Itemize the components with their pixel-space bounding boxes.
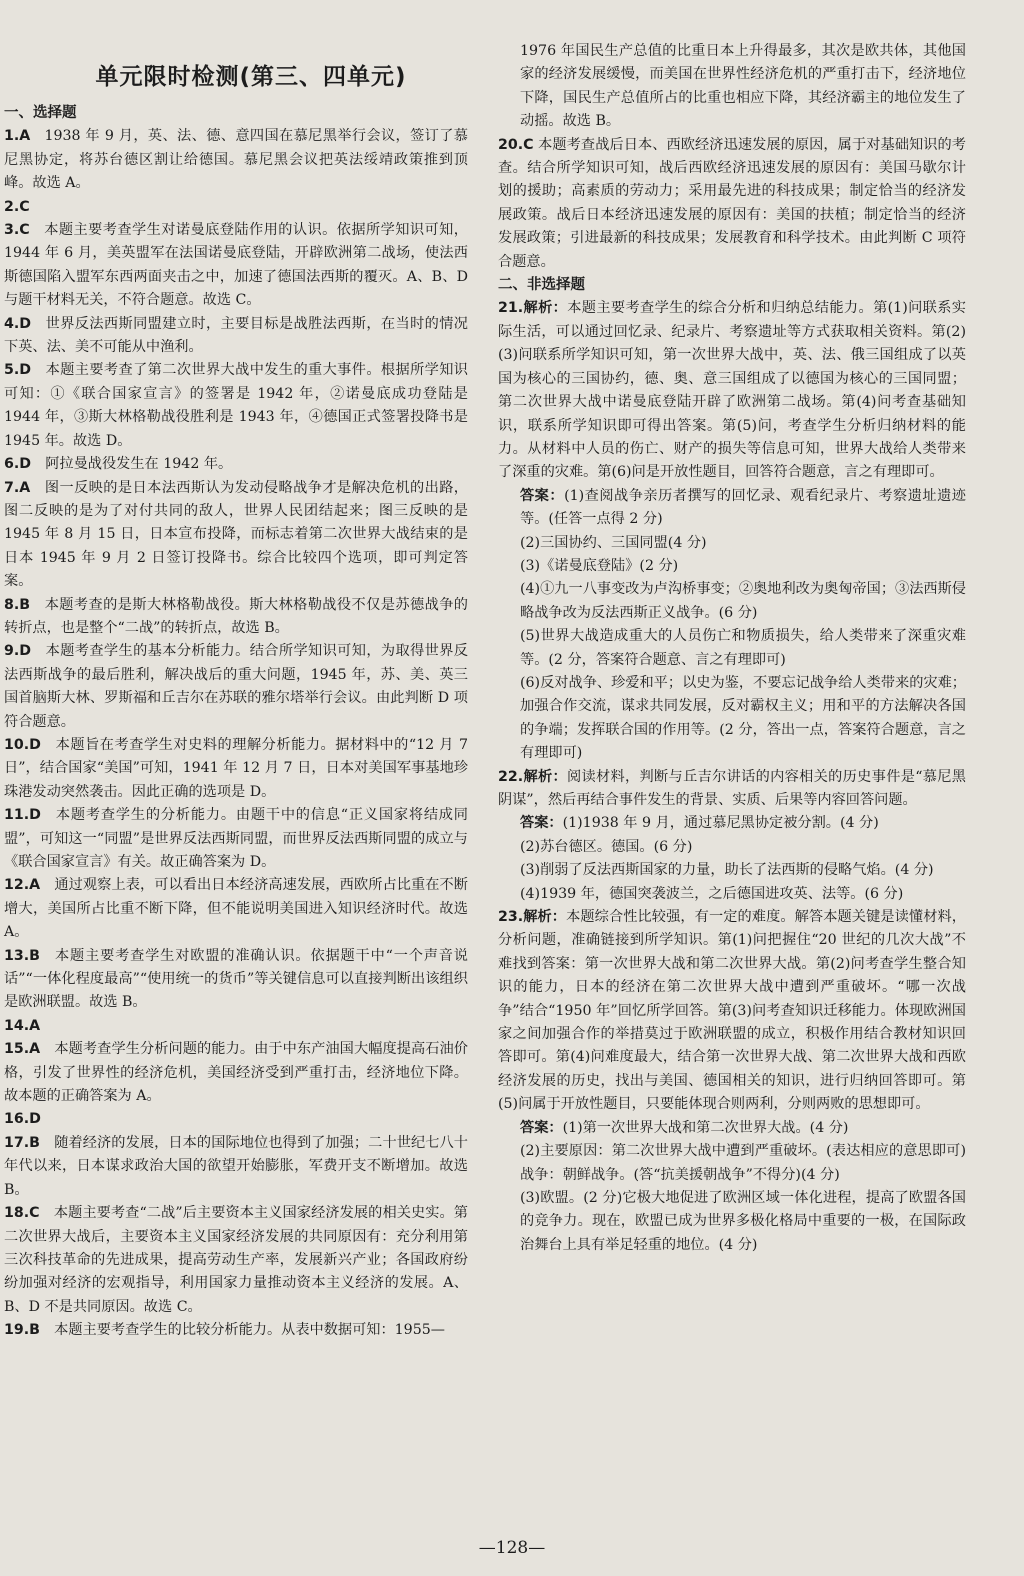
answer-item <box>4 804 468 874</box>
answer-item-20 <box>498 134 966 274</box>
answer-explanation: 本题考查战后日本、西欧经济迅速发展的原因，属于对基础知识的考查。结合所学知识可知，战后西欧经济迅速发展的原因有：美国马歇尔计划的援助；高素质的劳动力；采用最先进的科技成果；制定恰当的经济发展政策。战后日本经济迅速发展的原因有：美国的扶植；制定恰当的经济发展政策；引进最新的科技成果；发展教育和科学技术。由此判断 C 项符合题意。 <box>498 136 966 270</box>
left-column <box>4 40 468 1343</box>
answer-key: 13.B <box>4 947 40 964</box>
answer-explanation: 本题考查的是斯大林格勒战役。斯大林格勒战役不仅是苏德战争的转折点，也是整个“二战”的转折点，故选 B。 <box>4 596 468 636</box>
answer-key: 4.D <box>4 315 32 332</box>
answer-explanation: 随着经济的发展，日本的国际地位也得到了加强；二十世纪七八十年代以来，日本谋求政治大国的欲望开始膨胀，军费开支不断增加。故选 B。 <box>4 1134 468 1198</box>
answer-line <box>498 532 966 555</box>
analysis-label: 解析： <box>523 909 567 926</box>
answer-explanation: 本题主要考查学生对欧盟的准确认识。依据题干中“一个声音说话”“一体化程度最高”“使用统一的货币”等关键信息可以直接判断出该组织是欧洲联盟。故选 B。 <box>4 947 468 1011</box>
answer-line <box>498 625 966 672</box>
answer-key: 11.D <box>4 807 41 824</box>
answer-label: 答案： <box>520 1119 563 1136</box>
answer-explanation: 本题考查学生分析问题的能力。由于中东产油国大幅度提高石油价格，引发了世界性的经济危机，美国经济受到严重打击，经济地位下降。故本题的正确答案为 A。 <box>4 1041 468 1105</box>
section-heading-choice: 一、选择题 <box>4 105 77 121</box>
answer-explanation: 通过观察上表，可以看出日本经济高速发展，西欧所占比重在不断增大，美国所占比重不断下降，但不能说明美国进入知识经济时代。故选 A。 <box>4 877 468 941</box>
answer-text: (1)第一次世界大战和第二次世界大战。(4 分) <box>562 1119 849 1136</box>
answer-explanation: 图一反映的是日本法西斯认为发动侵略战争才是解决危机的出路，图二反映的是为了对付共同的敌人，世界人民团结起来；图三反映的是 1945 年 8 月 15 日，日本宣布投降，而标志着第二次世界大战结束的是日本 1945 年 9 月 2 日签订投降书。综合比较四个选项，即可判定答案。 <box>4 479 468 590</box>
answer-line <box>498 1117 966 1140</box>
page-number: —128— <box>478 1538 546 1558</box>
answer-item <box>4 1015 468 1038</box>
answer-key: 14.A <box>4 1017 41 1034</box>
answer-item <box>4 874 468 944</box>
answer-item <box>4 219 468 313</box>
answers-21 <box>498 485 966 766</box>
answer-item <box>4 594 468 641</box>
answer-text: (2)苏台德区。德国。(6 分) <box>520 838 693 855</box>
answer-item <box>4 453 468 476</box>
answer-text: (4)1939 年，德国突袭波兰，之后德国进攻英、法等。(6 分) <box>520 885 904 902</box>
answer-line <box>498 578 966 625</box>
answer-item <box>4 1108 468 1131</box>
answer-text: (3)《诺曼底登陆》(2 分) <box>520 557 679 574</box>
answer-line <box>498 859 966 882</box>
answer-key: 9.D <box>4 643 32 660</box>
answer-key: 7.A <box>4 479 31 496</box>
answer-key: 18.C <box>4 1205 40 1222</box>
choice-answer-list <box>4 125 468 1342</box>
answer-line <box>498 836 966 859</box>
answer-key: 15.A <box>4 1041 41 1058</box>
analysis-21 <box>498 297 966 484</box>
answer-explanation: 本题主要考查学生对诺曼底登陆作用的认识。依据所学知识可知，1944 年 6 月，美英盟军在法国诺曼底登陆，开辟欧洲第二战场，使法西斯德国陷入盟军东西两面夹击之中，加速了德国法西斯的覆灭。A、B、D 与题干材料无关，不符合题意。故选 C。 <box>4 222 468 309</box>
answer-text: (3)欧盟。(2 分)它极大地促进了欧洲区域一体化进程，提高了欧盟各国的竞争力。现在，欧盟已成为世界多极化格局中重要的一极，在国际政治舞台上具有举足轻重的地位。(4 分) <box>520 1189 966 1253</box>
answer-key: 17.B <box>4 1134 40 1151</box>
analysis-label: 解析： <box>523 768 567 785</box>
answer-text: (4)①九一八事变改为卢沟桥事变；②奥地利改为奥匈帝国；③法西斯侵略战争改为反法西斯正义战争。(6 分) <box>520 581 966 621</box>
answer-text: (1)1938 年 9 月，通过慕尼黑协定被分割。(4 分) <box>562 815 879 832</box>
answer-text: (5)世界大战造成重大的人员伤亡和物质损失，给人类带来了深重灾难等。(2 分，答案符合题意、言之有理即可) <box>520 628 966 668</box>
answer-key: 10.D <box>4 736 41 753</box>
question-21 <box>498 297 966 765</box>
analysis-text: 本题综合性比较强，有一定的难度。解答本题关键是读懂材料，分析问题，准确链接到所学知识。第(1)问把握住“20 世纪的几次大战”不难找到答案：第一次世界大战和第二次世界大战。第(2)问考查学生整合知识的能力，日本的经济在第二次世界大战中遭到严重破坏。“哪一次战争”结合“1950 年”回忆所学回答。第(3)问考查知识迁移能力。体现欧洲国家之间加强合作的举措莫过于欧洲联盟的成立，积极作用结合教材知识回答即可。第(4)问难度最大，结合第一次世界大战、第二次世界大战和西欧经济发展的历史，找出与美国、德国相关的知识，进行归纳回答即可。第(5)问属于开放性题目，只要能体现合则两利，分则两败的思想即可。 <box>498 909 966 1113</box>
answer-line <box>498 672 966 766</box>
analysis-text: 本题主要考查学生的综合分析和归纳总结能力。第(1)问联系实际生活，可以通过回忆录、纪录片、考察遗址等方式获取相关资料。第(2)(3)问联系所学知识可知，第一次世界大战中，英、法、俄三国组成了以英国为核心的三国协约，德、奥、意三国组成了以德国为核心的三国同盟；第二次世界大战中诺曼底登陆开辟了欧洲第二战场。第(4)问考查基础知识，联系所学知识即可得出答案。第(5)问，考查学生分析归纳材料的能力。从材料中人员的伤亡、财产的损失等信息可知，世界大战给人类带来了深重的灾难。第(6)问是开放性题目，回答符合题意，言之有理即可。 <box>498 300 966 481</box>
question-number: 23. <box>498 909 524 926</box>
answers-22 <box>498 812 966 906</box>
answer-item <box>4 1202 468 1319</box>
answer-text: (2)三国协约、三国同盟(4 分) <box>520 534 707 551</box>
answer-item <box>4 477 468 594</box>
answer-key: 12.A <box>4 877 41 894</box>
answer-explanation: 世界反法西斯同盟建立时，主要目标是战胜法西斯，在当时的情况下英、法、美不可能从中渔利。 <box>4 315 468 356</box>
answer-item <box>4 1038 468 1108</box>
answer-explanation: 本题旨在考查学生对史料的理解分析能力。据材料中的“12 月 7 日”，结合国家“美国”可知，1941 年 12 月 7 日，日本对美国军事基地珍珠港发动突然袭击。因此正确的选项是 D。 <box>4 736 468 800</box>
question-23 <box>498 906 966 1257</box>
answer-explanation: 本题主要考查了第二次世界大战中发生的重大事件。根据所学知识可知：①《联合国家宣言》的签署是 1942 年，②诺曼底成功登陆是 1944 年，③斯大林格勒战役胜利是 1943 年，④德国正式签署投降书是 1945 年。故选 D。 <box>4 362 468 449</box>
answer-key: 16.D <box>4 1111 41 1128</box>
answer-text: (6)反对战争、珍爱和平；以史为鉴，不要忘记战争给人类带来的灾难；加强合作交流，谋求共同发展，反对霸权主义；用和平的方法解决各国的争端；发挥联合国的作用等。(2 分，答出一点，答案符合题意，言之有理即可) <box>520 674 966 762</box>
answer-explanation: 阿拉曼战役发生在 1942 年。 <box>45 456 233 473</box>
answer-item <box>4 734 468 804</box>
answer-line <box>498 485 966 532</box>
answer-item <box>4 313 468 360</box>
answer-label: 答案： <box>520 815 563 832</box>
answer-key: 5.D <box>4 362 32 379</box>
answer-explanation: 本题考查学生的基本分析能力。结合所学知识可知，为取得世界反法西斯战争的最后胜利，解决战后的重大问题，1945 年，苏、美、英三国首脑斯大林、罗斯福和丘吉尔在苏联的雅尔塔举行会议。由此判断 D 项符合题意。 <box>4 643 468 730</box>
answer-line <box>498 1140 966 1187</box>
answer-explanation: 本题主要考查“二战”后主要资本主义国家经济发展的相关史实。第二次世界大战后，主要资本主义国家经济发展的共同原因有：充分利用第三次科技革命的先进成果，提高劳动生产率，发展新兴产业；各国政府纷纷加强对经济的宏观指导，利用国家力量推动资本主义经济的发展。A、B、D 不是共同原因。故选 C。 <box>4 1205 468 1315</box>
section-heading-nonchoice: 二、非选择题 <box>498 277 585 294</box>
answers-23 <box>498 1117 966 1257</box>
answer-key: 6.D <box>4 456 32 473</box>
question-number: 21. <box>498 300 524 317</box>
page-title: 单元限时检测(第三、四单元) <box>95 64 407 90</box>
answer-label: 答案： <box>520 487 565 504</box>
right-column <box>498 40 966 1257</box>
answer-text: (2)主要原因：第二次世界大战中遭到严重破坏。(表达相应的意思即可)战争：朝鲜战争。(答“抗美援朝战争”不得分)(4 分) <box>520 1143 966 1183</box>
answer-explanation: 本题主要考查学生的比较分析能力。从表中数据可知：1955— <box>54 1322 445 1339</box>
answer-line <box>498 883 966 906</box>
analysis-text: 阅读材料，判断与丘吉尔讲话的内容相关的历史事件是“慕尼黑阴谋”，然后再结合事件发生的背景、实质、后果等内容回答问题。 <box>498 768 966 808</box>
answer-text: (1)查阅战争亲历者撰写的回忆录、观看纪录片、考察遗址遗迹等。(任答一点得 2 分) <box>520 487 966 528</box>
answer-key: 1.A <box>4 128 31 145</box>
answer-item <box>4 359 468 453</box>
answer-line <box>498 555 966 578</box>
answer-key: 2.C <box>4 198 30 215</box>
answer-explanation: 本题考查学生的分析能力。由题干中的信息“正义国家将结成同盟”，可知这一“同盟”是世界反法西斯同盟，而世界反法西斯同盟的成立与《联合国家宣言》有关。故正确答案为 D。 <box>4 807 468 870</box>
analysis-22 <box>498 766 966 813</box>
answer-item <box>4 196 468 219</box>
answer-item <box>4 945 468 1015</box>
answer-explanation: 1938 年 9 月，英、法、德、意四国在慕尼黑举行会议，签订了慕尼黑协定，将苏台德区割让给德国。慕尼黑会议把英法绥靖政策推到顶峰。故选 A。 <box>4 128 468 192</box>
answer-text: (3)削弱了反法西斯国家的力量，助长了法西斯的侵略气焰。(4 分) <box>520 862 934 879</box>
answer-item <box>4 125 468 195</box>
answer-key: 8.B <box>4 596 31 613</box>
answer-key: 20.C <box>498 136 534 153</box>
answer-19-continued: 1976 年国民生产总值的比重日本上升得最多，其次是欧共体，其他国家的经济发展缓慢，而美国在世界性经济危机的严重打击下，经济地位下降，国民生产总值所占的比重也相应下降，其经济霸主的地位发生了动摇。故选 B。 <box>520 43 966 130</box>
question-number: 22. <box>498 768 524 785</box>
answer-line <box>498 812 966 835</box>
answer-key: 19.B <box>4 1322 40 1339</box>
analysis-23 <box>498 906 966 1117</box>
answer-item <box>4 640 468 734</box>
answer-line <box>498 1187 966 1257</box>
answer-item <box>4 1132 468 1202</box>
answer-key: 3.C <box>4 222 30 239</box>
analysis-label: 解析： <box>523 300 568 317</box>
answer-item <box>4 1319 468 1342</box>
question-22 <box>498 766 966 906</box>
